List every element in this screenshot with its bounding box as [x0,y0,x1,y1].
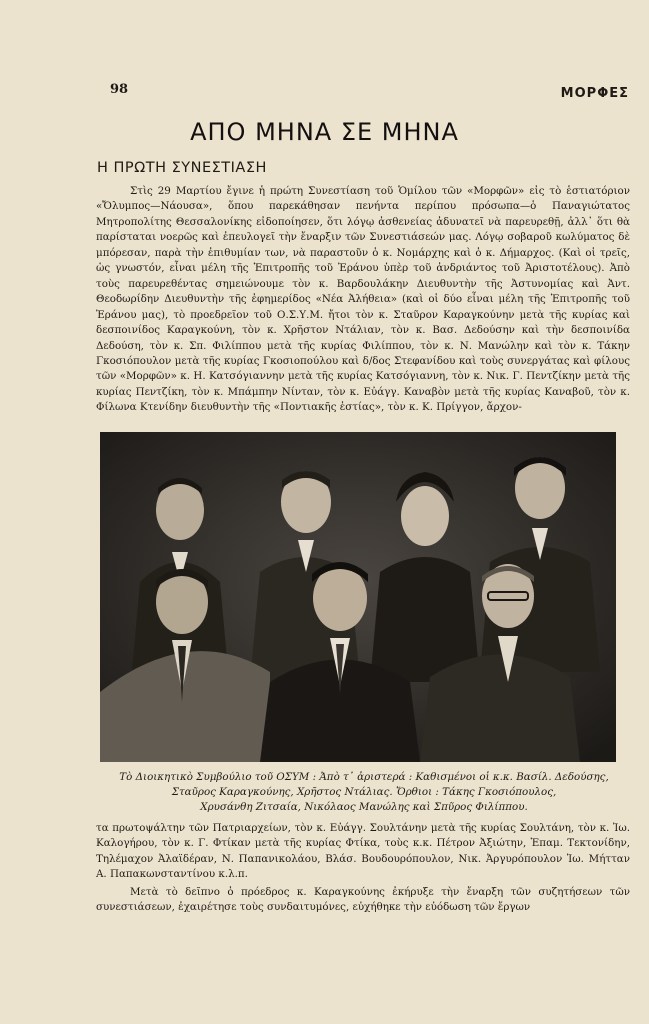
caption-line-1: Τὸ Διοικητικὸ Συμβούλιο τοῦ ΟΣΥΜ : Ἀπὸ τ᾿ ἀριστερά : Καθισμένοι οἱ κ.κ. Βασίλ. Δεδούσης, Σταῦρος Καραγκούνης, Χρῆστος Ντάλιας. Ὄρθιοι : Τάκης Γκοσιόπουλος, [119,771,609,798]
group-photograph [100,432,616,762]
paragraph-2: τα πρωτοψάλτην τῶν Πατριαρχείων, τὸν κ. Εὐάγγ. Σουλτάνην μετὰ τῆς κυρίας Σουλτάνη, τὸν κ. Ἰω. Καλογήρου, τὸν κ. Γ. Φτίκαν μετὰ τῆς κυρίας Φτίκα, τοὺς κ.κ. Πέτρον Ἀξιώτην, Ἐπαμ. Τεκτονίδην, Τηλέμαχον Ἀλαϊδέραν, Ν. Παπανικολάου, Βλάσ. Βουδουρόπουλον, Νικ. Ἀργυρόπουλον Ἰω. Μήτταν Α. Παπακωνσταντίνου κ.λ.π. [96,822,630,881]
running-title: ΜΟΡΦΕΣ [560,86,629,101]
article-subtitle: Η ΠΡΩΤΗ ΣΥΝΕΣΤΙΑΣΗ [97,160,267,176]
caption-line-2: Χρυσάνθη Ζιτσαία, Νικόλαος Μανώλης καὶ Σπῦρος Φιλίππου. [200,801,528,813]
section-title: ΑΠΟ ΜΗΝΑ ΣΕ ΜΗΝΑ [190,118,459,146]
photo-caption [98,770,630,815]
page-number: 98 [110,82,129,97]
paragraph-3: Μετὰ τὸ δεῖπνο ὁ πρόεδρος κ. Καραγκούνης ἐκήρυξε τὴν ἔναρξη τῶν συζητήσεων τῶν συνεστιάσεων, ἐχαιρέτησε τοὺς συνδαιτυμόνες, εὐχήθηκε τὴν εὐόδωση τῶν ἔργων [96,885,630,914]
photo-illustration [100,432,616,762]
article-body-bottom [96,821,630,915]
paragraph-1: Στὶς 29 Μαρτίου ἔγινε ἡ πρώτη Συνεστίαση τοῦ Ὁμίλου τῶν «Μορφῶν» εἰς τὸ ἑστιατόριον «Ὄλυμπος—Νάουσα», ὅπου παρεκάθησαν πενήντα περίπου πρόσωπα—ὁ Παναγιώτατος Μητροπολίτης Θεσσαλονίκης εἰδοποίησεν, ὅτι λόγῳ ἀσθενείας ἀδυνατεῖ νὰ παρευρεθῇ, ἀλλ᾿ ὅτι θὰ παρίσταται νοερῶς καὶ ἐπευλογεῖ τὴν ἔναρξιν τῶν Συνεστιάσεών μας. Λόγῳ σοβαροῦ κωλύματος δὲ μπόρεσαν, παρὰ τὴν ἐπιθυμίαν των, νὰ παραστοῦν ὁ κ. Νομάρχης καὶ ὁ κ. Δήμαρχος. (Καὶ οἱ τρεῖς, ὡς γνωστόν, εἶναι μέλη τῆς Ἐπιτροπῆς τοῦ Ἐράνου ὑπὲρ τοῦ ἀνδριάντος τοῦ Ἀριστοτέλους). Ἀπὸ τοὺς παρευρεθέντας σημειώνουμε τὸν κ. Βαρδουλάκην Διευθυντὴν τῆς Ἀστυνομίας καὶ Ἀντ. Θεοδωρίδην Διευθυντὴν τῆς ἐφημερίδος «Νέα Ἀλήθεια» (καὶ οἱ δύο εἶναι μέλη τῆς Ἐπιτροπῆς τοῦ Ἐράνου μας), τὸ προεδρεῖον τοῦ Ο.Σ.Υ.Μ. ἤτοι τὸν κ. Σταῦρον Καραγκούνην μετὰ τῆς κυρίας καὶ δεσποινίδος Καραγκούνη, τὸν κ. Χρῆστον Ντάλιαν, τὸν κ. Βασ. Δεδούσην καὶ τὴν δεσποινίδα Δεδούση, τὸν κ. Σπ. Φιλίππου μετὰ τῆς κυρίας Φιλίππου, τὸν κ. Ν. Μανώλην καὶ τὸν κ. Τάκην Γκοσιόπουλον μετὰ τῆς κυρίας Γκοσιοπούλου καὶ δ/δος Στεφανίδου καὶ τοὺς συνεργάτας καὶ φίλους τῶν «Μορφῶν» κ. Η. Κατσόγιαννην μετὰ τῆς κυρίας Κατσόγιαννη, τὸν κ. Νικ. Γ. Πεντζίκην μετὰ τῆς κυρίας Πεντζίκη, τὸν κ. Μπάμπην Νίνταν, τὸν κ. Εὐάγγ. Καναβὸν μετὰ τῆς κυρίας Καναβοῦ, τὸν κ. Φίλωνα Κτενίδην διευθυντὴν τῆς «Ποντιακῆς ἑστίας», τὸν κ. Κ. Πρίγγον, ἄρχον- [96,185,630,414]
article-body-top [96,184,630,416]
